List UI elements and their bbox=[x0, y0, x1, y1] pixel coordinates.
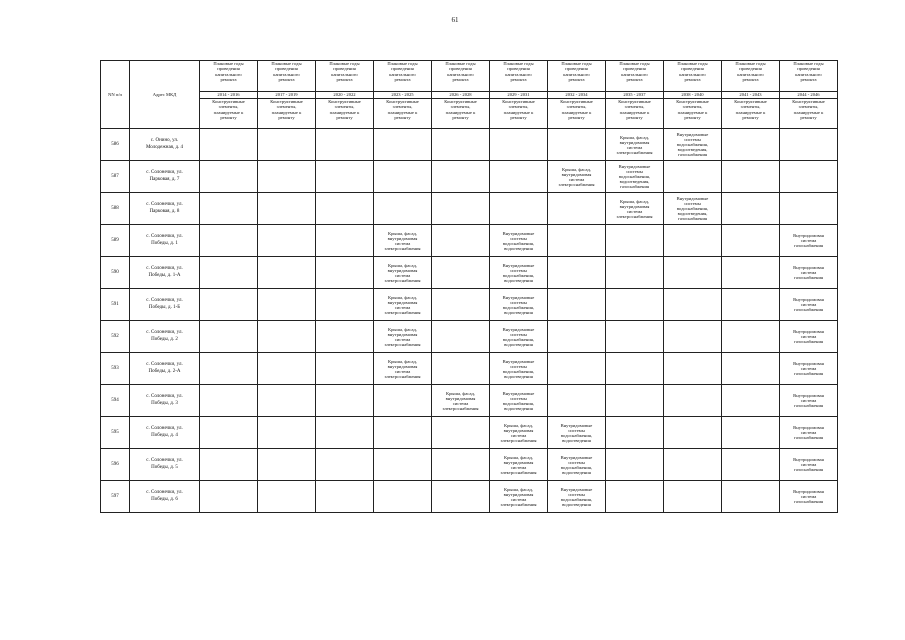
repair-elements-cell: Крыша, фасад, внутридомовая система электроснабжения bbox=[606, 193, 664, 225]
repair-elements-cell bbox=[258, 289, 316, 321]
repair-elements-cell bbox=[432, 161, 490, 193]
elements-label-header: Конструктивные элементы, планируемые к ремонту bbox=[664, 99, 722, 129]
repair-elements-cell bbox=[432, 417, 490, 449]
repair-elements-cell bbox=[722, 321, 780, 353]
nn-header: NN п/п bbox=[101, 61, 130, 129]
row-address: с. Солонечки, ул. Парковая, д. 7 bbox=[130, 161, 200, 193]
row-address: с. Солонечки, ул. Победы, д. 1-Б bbox=[130, 289, 200, 321]
repair-elements-cell bbox=[606, 321, 664, 353]
repair-elements-cell bbox=[432, 193, 490, 225]
row-address: с. Солонечки, ул. Победы, д. 1 bbox=[130, 225, 200, 257]
period-label-header: Плановые годы проведения капитального ремонта bbox=[316, 61, 374, 92]
repair-elements-cell bbox=[316, 129, 374, 161]
repair-elements-cell bbox=[548, 321, 606, 353]
row-number: 594 bbox=[101, 385, 130, 417]
repair-elements-cell bbox=[780, 161, 838, 193]
repair-elements-cell bbox=[374, 481, 432, 513]
repair-elements-cell bbox=[200, 257, 258, 289]
address-header: Адрес МКД bbox=[130, 61, 200, 129]
row-number: 590 bbox=[101, 257, 130, 289]
repair-elements-cell: Внутридомовые системы водоснабжения, водоотведения bbox=[490, 225, 548, 257]
row-address: с. Солонечки, ул. Победы, д. 5 bbox=[130, 449, 200, 481]
repair-elements-cell bbox=[432, 481, 490, 513]
table-row bbox=[101, 353, 838, 385]
repair-elements-cell: Внутридомовая система газоснабжения bbox=[780, 481, 838, 513]
repair-elements-cell: Внутридомовая система газоснабжения bbox=[780, 257, 838, 289]
row-number: 591 bbox=[101, 289, 130, 321]
repair-elements-cell bbox=[200, 321, 258, 353]
repair-elements-cell bbox=[200, 417, 258, 449]
repair-elements-cell bbox=[548, 385, 606, 417]
row-number: 588 bbox=[101, 193, 130, 225]
period-years-header: 2038 - 2040 bbox=[664, 92, 722, 99]
elements-label-header: Конструктивные элементы, планируемые к ремонту bbox=[200, 99, 258, 129]
repair-elements-cell bbox=[316, 289, 374, 321]
period-years-header: 2017 - 2019 bbox=[258, 92, 316, 99]
repair-elements-cell bbox=[200, 161, 258, 193]
row-number: 586 bbox=[101, 129, 130, 161]
repair-elements-cell bbox=[664, 161, 722, 193]
repair-elements-cell bbox=[374, 449, 432, 481]
repair-elements-cell: Внутридомовые системы водоснабжения, водоотведения, газоснабжения bbox=[664, 193, 722, 225]
header-row-years bbox=[101, 92, 838, 99]
repair-elements-cell: Внутридомовые системы водоснабжения, водоотведения bbox=[490, 321, 548, 353]
repair-elements-cell: Крыша, фасад, внутридомовая система электроснабжения bbox=[432, 385, 490, 417]
period-label-header: Плановые годы проведения капитального ремонта bbox=[200, 61, 258, 92]
table-row bbox=[101, 193, 838, 225]
period-label-header: Плановые годы проведения капитального ремонта bbox=[258, 61, 316, 92]
repair-elements-cell bbox=[548, 257, 606, 289]
elements-label-header: Конструктивные элементы, планируемые к ремонту bbox=[780, 99, 838, 129]
period-years-header: 2035 - 2037 bbox=[606, 92, 664, 99]
repair-elements-cell bbox=[548, 129, 606, 161]
repair-elements-cell bbox=[606, 289, 664, 321]
repair-elements-cell bbox=[258, 417, 316, 449]
repair-elements-cell bbox=[200, 353, 258, 385]
period-years-header: 2020 - 2022 bbox=[316, 92, 374, 99]
repair-elements-cell bbox=[606, 385, 664, 417]
repair-elements-cell bbox=[374, 385, 432, 417]
table-row bbox=[101, 257, 838, 289]
period-label-header: Плановые годы проведения капитального ремонта bbox=[606, 61, 664, 92]
period-label-header: Плановые годы проведения капитального ремонта bbox=[722, 61, 780, 92]
repair-elements-cell bbox=[316, 353, 374, 385]
repair-elements-cell bbox=[432, 257, 490, 289]
row-number: 589 bbox=[101, 225, 130, 257]
repair-elements-cell bbox=[722, 481, 780, 513]
repair-elements-cell: Внутридомовые системы водоснабжения, водоотведения, газоснабжения bbox=[606, 161, 664, 193]
repair-elements-cell bbox=[722, 417, 780, 449]
row-number: 587 bbox=[101, 161, 130, 193]
repair-elements-cell bbox=[258, 481, 316, 513]
row-number: 593 bbox=[101, 353, 130, 385]
row-address: с. Солонечки, ул. Победы, д. 2 bbox=[130, 321, 200, 353]
table-row bbox=[101, 385, 838, 417]
repair-elements-cell: Крыша, фасад, внутридомовая система электроснабжения bbox=[490, 481, 548, 513]
period-years-header: 2041 - 2043 bbox=[722, 92, 780, 99]
repair-elements-cell bbox=[374, 417, 432, 449]
repair-elements-cell bbox=[316, 449, 374, 481]
repair-elements-cell bbox=[606, 257, 664, 289]
page-number: 61 bbox=[451, 16, 459, 24]
repair-elements-cell: Внутридомовые системы водоснабжения, водоотведения bbox=[490, 289, 548, 321]
repair-elements-cell bbox=[664, 289, 722, 321]
period-label-header: Плановые годы проведения капитального ремонта bbox=[780, 61, 838, 92]
elements-label-header: Конструктивные элементы, планируемые к ремонту bbox=[258, 99, 316, 129]
repair-elements-cell bbox=[664, 417, 722, 449]
repair-elements-cell bbox=[722, 225, 780, 257]
repair-elements-cell: Внутридомовая система газоснабжения bbox=[780, 321, 838, 353]
row-number: 592 bbox=[101, 321, 130, 353]
repair-elements-cell bbox=[258, 385, 316, 417]
repair-elements-cell bbox=[374, 129, 432, 161]
period-years-header: 2044 - 2046 bbox=[780, 92, 838, 99]
repair-elements-cell bbox=[316, 385, 374, 417]
repair-elements-cell bbox=[316, 193, 374, 225]
repair-elements-cell bbox=[606, 353, 664, 385]
repair-elements-cell bbox=[316, 257, 374, 289]
repair-elements-cell bbox=[200, 481, 258, 513]
repair-elements-cell bbox=[432, 225, 490, 257]
repair-elements-cell: Внутридомовая система газоснабжения bbox=[780, 289, 838, 321]
row-number: 595 bbox=[101, 417, 130, 449]
repair-elements-cell bbox=[258, 225, 316, 257]
repair-elements-cell: Крыша, фасад, внутридомовая система электроснабжения bbox=[490, 449, 548, 481]
repair-elements-cell bbox=[258, 353, 316, 385]
row-address: с. Солонечки, ул. Победы, д. 6 bbox=[130, 481, 200, 513]
row-address: с. Солонечки, ул. Победы, д. 3 bbox=[130, 385, 200, 417]
repair-elements-cell: Внутридомовая система газоснабжения bbox=[780, 449, 838, 481]
row-address: с. Солонечки, ул. Победы, д. 1-А bbox=[130, 257, 200, 289]
repair-elements-cell bbox=[258, 449, 316, 481]
period-years-header: 2023 - 2025 bbox=[374, 92, 432, 99]
period-label-header: Плановые годы проведения капитального ремонта bbox=[664, 61, 722, 92]
header-row-elements bbox=[101, 99, 838, 129]
row-address: с. Солонечки, ул. Победы, д. 2-А bbox=[130, 353, 200, 385]
repair-elements-cell bbox=[664, 321, 722, 353]
table-row bbox=[101, 129, 838, 161]
repair-elements-cell bbox=[316, 417, 374, 449]
repair-elements-cell bbox=[606, 449, 664, 481]
repair-elements-cell bbox=[490, 161, 548, 193]
repair-elements-cell bbox=[316, 225, 374, 257]
period-years-header: 2029 - 2031 bbox=[490, 92, 548, 99]
repair-elements-cell bbox=[548, 289, 606, 321]
repair-elements-cell bbox=[722, 257, 780, 289]
table-row bbox=[101, 321, 838, 353]
repair-elements-cell bbox=[200, 225, 258, 257]
repair-elements-cell: Внутридомовые системы водоснабжения, водоотведения bbox=[548, 481, 606, 513]
repair-elements-cell bbox=[432, 129, 490, 161]
repair-elements-cell: Внутридомовые системы водоснабжения, водоотведения bbox=[548, 417, 606, 449]
repair-elements-cell: Внутридомовые системы водоснабжения, водоотведения bbox=[490, 257, 548, 289]
repair-elements-cell bbox=[722, 193, 780, 225]
repair-elements-cell: Внутридомовая система газоснабжения bbox=[780, 417, 838, 449]
period-label-header: Плановые годы проведения капитального ремонта bbox=[432, 61, 490, 92]
repair-elements-cell: Крыша, фасад, внутридомовая система электроснабжения bbox=[490, 417, 548, 449]
repair-elements-cell bbox=[722, 353, 780, 385]
repair-elements-cell bbox=[258, 161, 316, 193]
repair-elements-cell: Крыша, фасад, внутридомовая система электроснабжения bbox=[374, 257, 432, 289]
table-row bbox=[101, 161, 838, 193]
repair-elements-cell bbox=[722, 129, 780, 161]
repair-elements-cell bbox=[664, 353, 722, 385]
row-address: с. Солонечки, ул. Парковая, д. 8 bbox=[130, 193, 200, 225]
repair-elements-cell bbox=[664, 257, 722, 289]
repair-elements-cell: Внутридомовые системы водоснабжения, водоотведения, газоснабжения bbox=[664, 129, 722, 161]
repair-elements-cell bbox=[606, 417, 664, 449]
repair-elements-cell bbox=[722, 289, 780, 321]
elements-label-header: Конструктивные элементы, планируемые к ремонту bbox=[316, 99, 374, 129]
repair-elements-cell bbox=[432, 449, 490, 481]
repair-elements-cell bbox=[490, 193, 548, 225]
repair-elements-cell: Внутридомовая система газоснабжения bbox=[780, 353, 838, 385]
elements-label-header: Конструктивные элементы, планируемые к ремонту bbox=[548, 99, 606, 129]
table-row bbox=[101, 289, 838, 321]
period-years-header: 2014 - 2016 bbox=[200, 92, 258, 99]
row-address: с. Солонечки, ул. Победы, д. 4 bbox=[130, 417, 200, 449]
repair-elements-cell bbox=[200, 289, 258, 321]
repair-elements-cell bbox=[432, 321, 490, 353]
repair-elements-cell bbox=[780, 193, 838, 225]
repair-elements-cell bbox=[722, 161, 780, 193]
repair-elements-cell bbox=[548, 193, 606, 225]
period-label-header: Плановые годы проведения капитального ремонта bbox=[490, 61, 548, 92]
repair-elements-cell bbox=[490, 129, 548, 161]
elements-label-header: Конструктивные элементы, планируемые к ремонту bbox=[490, 99, 548, 129]
repair-elements-cell bbox=[316, 161, 374, 193]
repair-elements-cell bbox=[548, 353, 606, 385]
elements-label-header: Конструктивные элементы, планируемые к ремонту bbox=[606, 99, 664, 129]
repair-elements-cell bbox=[316, 321, 374, 353]
capital-repair-table-wrapper bbox=[100, 60, 838, 513]
repair-elements-cell: Крыша, фасад, внутридомовая система электроснабжения bbox=[374, 321, 432, 353]
repair-elements-cell bbox=[374, 161, 432, 193]
repair-elements-cell: Внутридомовые системы водоснабжения, водоотведения bbox=[490, 385, 548, 417]
table-row bbox=[101, 225, 838, 257]
repair-elements-cell bbox=[258, 321, 316, 353]
repair-elements-cell bbox=[200, 385, 258, 417]
table-row bbox=[101, 417, 838, 449]
period-years-header: 2026 - 2028 bbox=[432, 92, 490, 99]
repair-elements-cell bbox=[664, 225, 722, 257]
row-number: 597 bbox=[101, 481, 130, 513]
repair-elements-cell bbox=[664, 385, 722, 417]
elements-label-header: Конструктивные элементы, планируемые к ремонту bbox=[432, 99, 490, 129]
table-row bbox=[101, 481, 838, 513]
repair-elements-cell bbox=[780, 129, 838, 161]
repair-elements-cell bbox=[374, 193, 432, 225]
repair-elements-cell: Внутридомовые системы водоснабжения, водоотведения bbox=[548, 449, 606, 481]
repair-elements-cell bbox=[606, 225, 664, 257]
repair-elements-cell bbox=[200, 129, 258, 161]
repair-elements-cell: Внутридомовые системы водоснабжения, водоотведения bbox=[490, 353, 548, 385]
repair-elements-cell bbox=[258, 129, 316, 161]
table-row bbox=[101, 449, 838, 481]
repair-elements-cell bbox=[200, 193, 258, 225]
repair-elements-cell: Крыша, фасад, внутридомовая система электроснабжения bbox=[606, 129, 664, 161]
repair-elements-cell: Крыша, фасад, внутридомовая система электроснабжения bbox=[374, 353, 432, 385]
repair-elements-cell: Внутридомовая система газоснабжения bbox=[780, 385, 838, 417]
repair-elements-cell bbox=[316, 481, 374, 513]
repair-elements-cell bbox=[258, 257, 316, 289]
repair-elements-cell bbox=[258, 193, 316, 225]
repair-elements-cell bbox=[432, 289, 490, 321]
repair-elements-cell bbox=[664, 449, 722, 481]
repair-elements-cell: Крыша, фасад, внутридомовая система электроснабжения bbox=[548, 161, 606, 193]
repair-elements-cell: Внутридомовая система газоснабжения bbox=[780, 225, 838, 257]
repair-elements-cell bbox=[548, 225, 606, 257]
header-row-periods bbox=[101, 61, 838, 92]
repair-elements-cell: Крыша, фасад, внутридомовая система электроснабжения bbox=[374, 289, 432, 321]
elements-label-header: Конструктивные элементы, планируемые к ремонту bbox=[722, 99, 780, 129]
repair-elements-cell: Крыша, фасад, внутридомовая система электроснабжения bbox=[374, 225, 432, 257]
period-label-header: Плановые годы проведения капитального ремонта bbox=[548, 61, 606, 92]
row-address: с. Онино, ул. Молодежная, д. 4 bbox=[130, 129, 200, 161]
repair-elements-cell bbox=[200, 449, 258, 481]
repair-elements-cell bbox=[664, 481, 722, 513]
repair-elements-cell bbox=[432, 353, 490, 385]
row-number: 596 bbox=[101, 449, 130, 481]
period-label-header: Плановые годы проведения капитального ремонта bbox=[374, 61, 432, 92]
repair-elements-cell bbox=[606, 481, 664, 513]
elements-label-header: Конструктивные элементы, планируемые к ремонту bbox=[374, 99, 432, 129]
capital-repair-table bbox=[100, 60, 838, 513]
repair-elements-cell bbox=[722, 449, 780, 481]
repair-elements-cell bbox=[722, 385, 780, 417]
period-years-header: 2032 - 2034 bbox=[548, 92, 606, 99]
